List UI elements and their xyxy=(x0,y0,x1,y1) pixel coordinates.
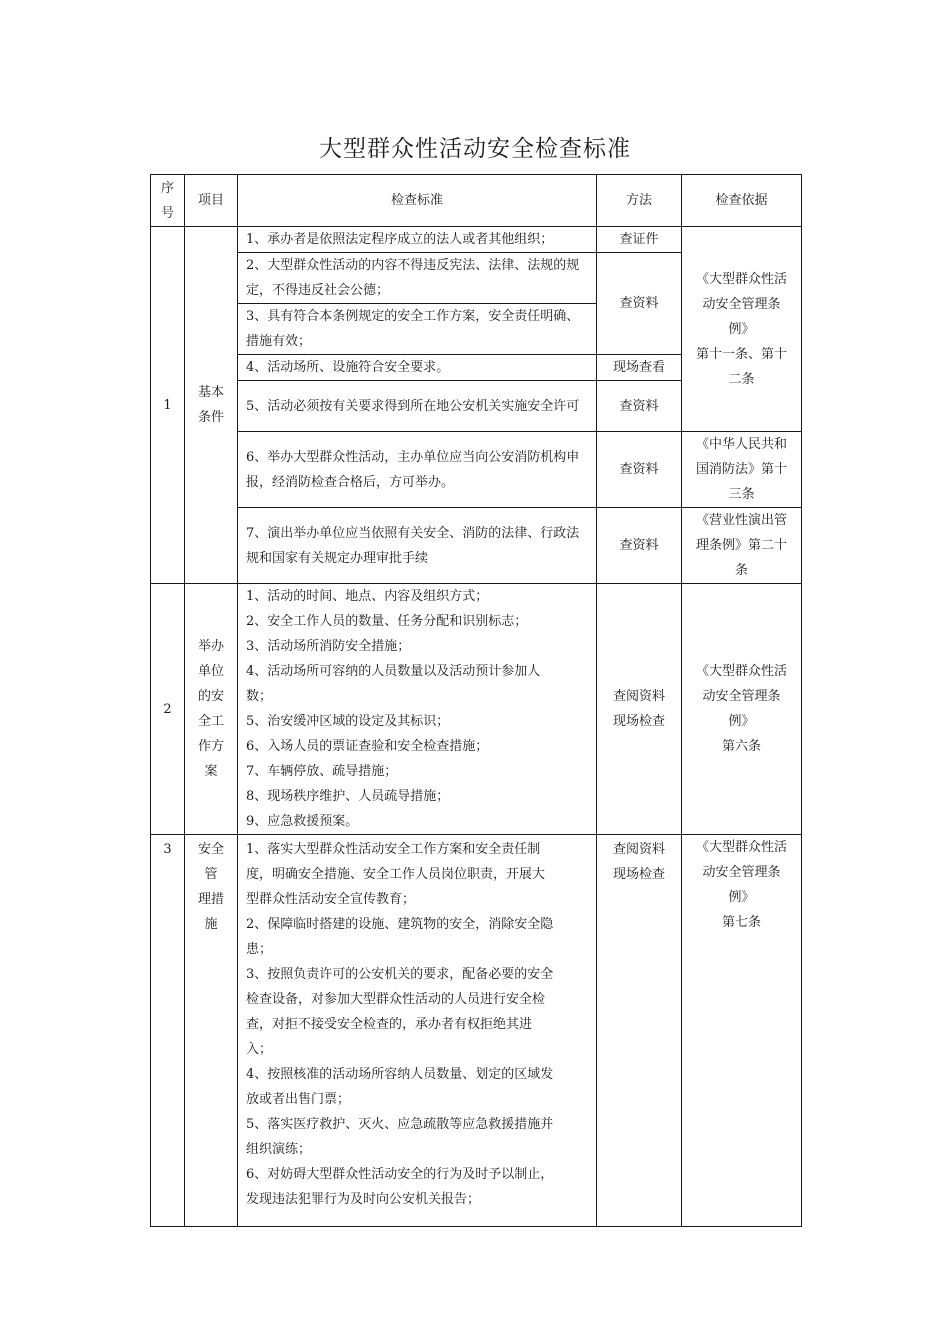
section-3-item: 安全 管 理措 施 xyxy=(185,835,238,1227)
standard-cell: 5、活动必须按有关要求得到所在地公安机关实施安全许可 xyxy=(238,381,597,432)
basis-cell: 《大型群众性活 动安全管理条 例》 第十一条、第十 二条 xyxy=(682,227,802,432)
section-1-seq: 1 xyxy=(151,227,185,584)
standard-cell: 1、活动的时间、地点、内容及组织方式； 2、安全工作人员的数量、任务分配和识别标志； 3、活动场所消防安全措施； 4、活动场所可容纳的人员数量以及活动预计参加人 数； 5、治安缓冲区域的设定及其标识； 6、入场人员的票证查验和安全检查措施； 7、车辆停放、疏导措施； 8、现场秩序维护、人员疏导措施； 9、应急救援预案。 xyxy=(238,584,597,835)
section-1-item: 基本条件 xyxy=(185,227,238,584)
header-item: 项目 xyxy=(185,175,238,227)
method-cell: 查资料 xyxy=(597,253,682,355)
method-cell: 查阅资料 现场检查 xyxy=(597,835,682,1227)
standard-cell: 7、演出举办单位应当依照有关安全、消防的法律、行政法规和国家有关规定办理审批手续 xyxy=(238,508,597,584)
basis-cell: 《营业性演出管 理条例》第二十 条 xyxy=(682,508,802,584)
standard-cell: 4、活动场所、设施符合安全要求。 xyxy=(238,355,597,381)
page-title: 大型群众性活动安全检查标准 xyxy=(319,136,631,162)
table-row xyxy=(151,432,802,508)
method-cell: 查证件 xyxy=(597,227,682,253)
standard-cell: 1、落实大型群众性活动安全工作方案和安全责任制 度，明确安全措施、安全工作人员岗位职责，开展大 型群众性活动安全宣传教育； 2、保障临时搭建的设施、建筑物的安全，消除安全隐 患； 3、按照负责许可的公安机关的要求，配备必要的安全 检查设备，对参加大型群众性活动的人员进行安全检 查，对拒不接受安全检查的，承办者有权拒绝其进 入； 4、按照核准的活动场所容纳人员数量、划定的区域发 放或者出售门票； 5、落实医疗救护、灭火、应急疏散等应急救援措施并 组织演练； 6、对妨碍大型群众性活动安全的行为及时予以制止， 发现违法犯罪行为及时向公安机关报告； xyxy=(238,835,597,1227)
table-row xyxy=(151,227,802,253)
inspection-standards-table xyxy=(150,174,802,1227)
method-cell: 查资料 xyxy=(597,381,682,432)
standard-cell: 3、具有符合本条例规定的安全工作方案，安全责任明确、措施有效； xyxy=(238,304,597,355)
section-2-seq: 2 xyxy=(151,584,185,835)
section-3-seq: 3 xyxy=(151,835,185,1227)
basis-cell: 《中华人民共和 国消防法》第十 三条 xyxy=(682,432,802,508)
table-row xyxy=(151,835,802,1227)
table-header-row xyxy=(151,175,802,227)
basis-cell: 《大型群众性活 动安全管理条 例》 第七条 xyxy=(682,835,802,1227)
table-row xyxy=(151,584,802,835)
section-2-item: 举办 单位 的安 全工 作方 案 xyxy=(185,584,238,835)
standard-cell: 1、承办者是依照法定程序成立的法人或者其他组织； xyxy=(238,227,597,253)
header-method: 方法 xyxy=(597,175,682,227)
method-cell: 查资料 xyxy=(597,508,682,584)
standard-cell: 6、举办大型群众性活动，主办单位应当向公安消防机构申报，经消防检查合格后，方可举办。 xyxy=(238,432,597,508)
standard-cell: 2、大型群众性活动的内容不得违反宪法、法律、法规的规定，不得违反社会公德； xyxy=(238,253,597,304)
basis-cell: 《大型群众性活 动安全管理条 例》 第六条 xyxy=(682,584,802,835)
method-cell: 现场查看 xyxy=(597,355,682,381)
header-standard: 检查标准 xyxy=(238,175,597,227)
table-row xyxy=(151,508,802,584)
header-seq: 序号 xyxy=(151,175,185,227)
method-cell: 查阅资料 现场检查 xyxy=(597,584,682,835)
header-basis: 检查依据 xyxy=(682,175,802,227)
method-cell: 查资料 xyxy=(597,432,682,508)
